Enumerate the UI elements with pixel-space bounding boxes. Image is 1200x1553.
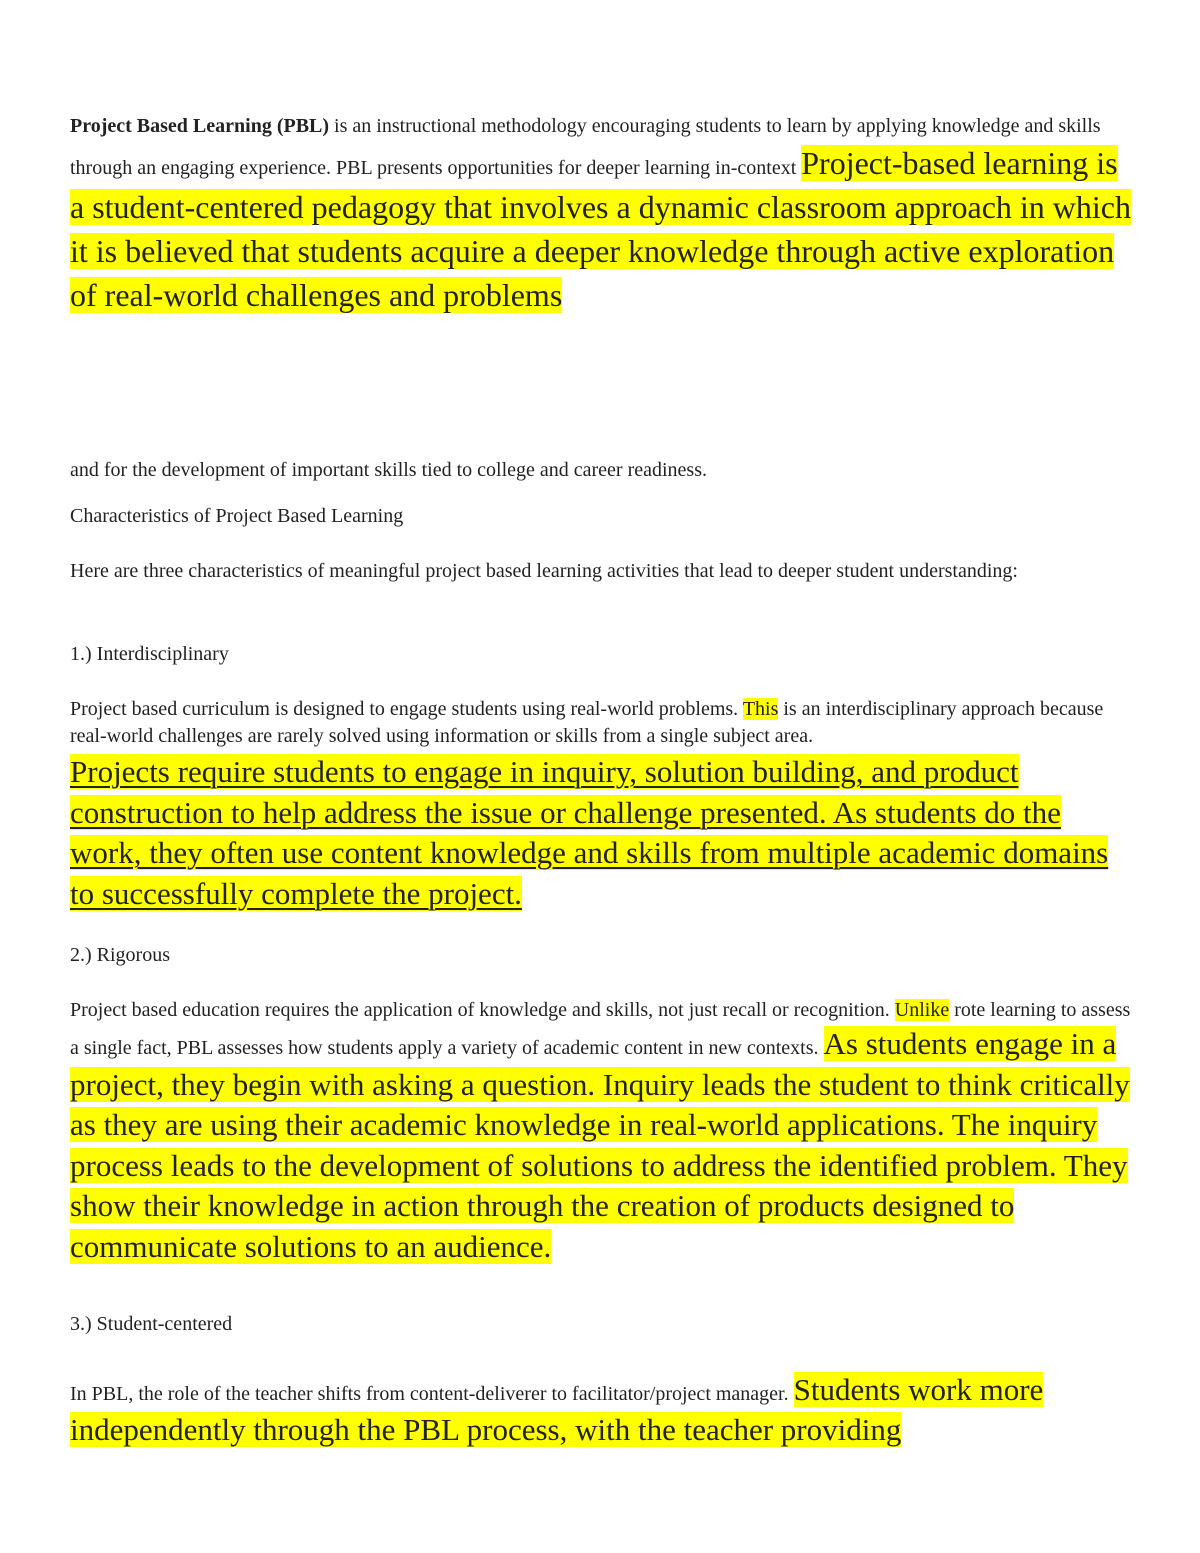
item1-highlight-paragraph	[70, 752, 1132, 914]
intro-highlight: Project-based learning is a student-centered pedagogy that involves a dynamic classroom approach in which it is believed that students acquire a deeper knowledge through active exploration of real-world challenges and problems	[70, 145, 1131, 313]
item1-highlight: Projects require students to engage in inquiry, solution building, and product construction to help address the issue or challenge presented. As students do the work, they often use content knowledge and skills from multiple academic domains to successfully complete the project.	[70, 754, 1109, 911]
lead-paragraph: Here are three characteristics of meaningful project based learning activities that lead to deeper student understanding:	[70, 560, 1018, 582]
item1-text-a: Project based curriculum is designed to engage students using real-world problems.	[70, 698, 743, 720]
item3-text-a: In PBL, the role of the teacher shifts from content-deliverer to facilitator/project manager.	[70, 1383, 794, 1405]
section-heading: Characteristics of Project Based Learning	[70, 505, 404, 527]
intro-text: is an instructional methodology encouraging students to learn by applying knowledge and skills through an engaging experience. PBL presents opportunities for deeper learning in-context	[70, 115, 1101, 179]
item2-text-a: Project based education requires the application of knowledge and skills, not just recall or recognition.	[70, 999, 895, 1021]
item2-title: 2.) Rigorous	[70, 944, 170, 966]
item3-title: 3.) Student-centered	[70, 1313, 233, 1335]
item2-text-b: rote learning to assess a single fact, PBL assesses how students apply a variety of academic content in new contexts.	[70, 999, 1131, 1059]
item2-hl-word: Unlike	[894, 999, 950, 1021]
intro-bold-term: Project Based Learning (PBL)	[70, 115, 330, 137]
item2-paragraph	[70, 997, 1132, 1267]
item1-hl-word: This	[742, 698, 779, 720]
item1-paragraph	[70, 696, 1132, 750]
item2-highlight: As students engage in a project, they begin with asking a question. Inquiry leads the student to think critically as they are using their academic knowledge in real-world applications. The inquiry process leads to the development of solutions to address the identified problem. They show their knowledge in action through the creation of products designed to communicate solutions to an audience.	[70, 1026, 1130, 1264]
item3-highlight: Students work more independently through the PBL process, with the teacher providing	[70, 1372, 1044, 1447]
item3-paragraph	[70, 1370, 1132, 1450]
intro-paragraph	[70, 112, 1132, 317]
item1-text-b: is an interdisciplinary approach because real-world challenges are rarely solved using information or skills from a single subject area.	[70, 698, 1104, 747]
item1-title: 1.) Interdisciplinary	[70, 643, 229, 665]
continuation-text: and for the development of important skills tied to college and career readiness.	[70, 459, 708, 481]
